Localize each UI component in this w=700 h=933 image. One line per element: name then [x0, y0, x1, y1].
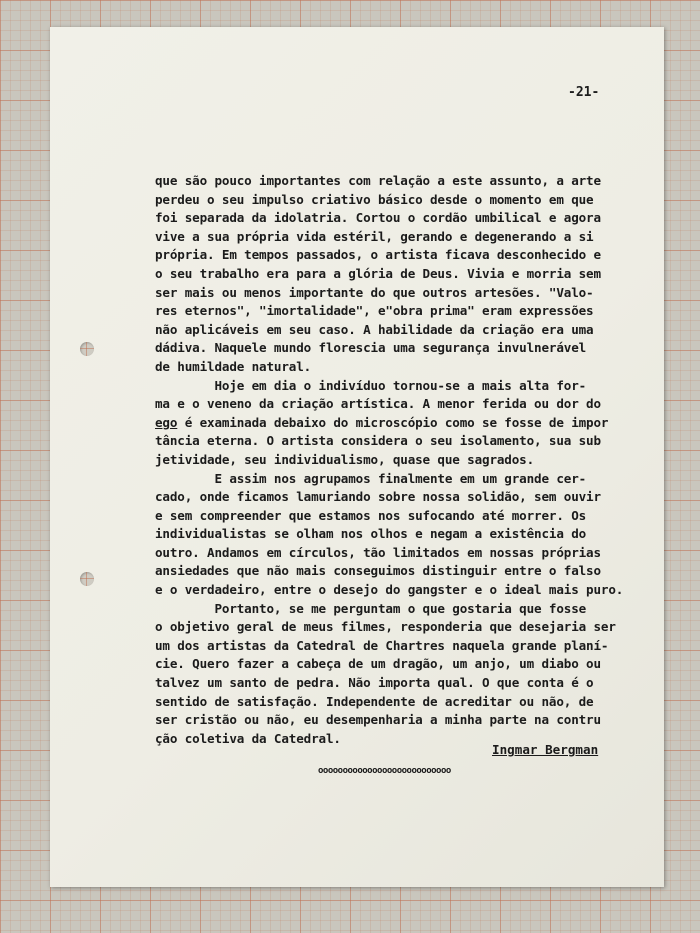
text-line: dádiva. Naquele mundo florescia uma segurança invulnerável [155, 340, 587, 356]
text-line: perdeu o seu impulso criativo básico desde o momento em que [155, 191, 594, 207]
text-line: e o verdadeiro, entre o desejo do gangster e o ideal mais puro. [155, 582, 624, 598]
text-line: sentido de satisfação. Independente de acreditar ou não, de [155, 693, 594, 709]
text-line: que são pouco importantes com relação a este assunto, a arte [155, 173, 601, 188]
text-line: Portanto, se me perguntam o que gostaria que fosse [155, 600, 587, 616]
text-line: tância eterna. O artista considera o seu isolamento, sua sub [155, 433, 601, 449]
text-line: própria. Em tempos passados, o artista ficava desconhecido e [155, 247, 601, 263]
page-number: -21- [568, 85, 600, 100]
text-line-rest: é examinada debaixo do microscópio como se fosse de impor [177, 414, 609, 430]
text-line: de humildade natural. [155, 358, 312, 374]
text-line: o objetivo geral de meus filmes, responderia que desejaria ser [155, 619, 616, 635]
punch-hole [80, 342, 94, 356]
text-line: um dos artistas da Catedral de Chartres naquela grande planí- [155, 637, 609, 653]
text-line: ansiedades que não mais conseguimos distinguir entre o falso [155, 563, 601, 579]
author-signature: Ingmar Bergman [492, 742, 599, 757]
text-line: cado, onde ficamos lamuriando sobre nossa solidão, sem ouvir [155, 489, 601, 505]
text-line: o seu trabalho era para a glória de Deus. Vivia e morria sem [155, 265, 601, 281]
text-line: individualistas se olham nos olhos e negam a existência do [155, 526, 587, 542]
text-line: res eternos", "imortalidade", e"obra prima" eram expressões [155, 303, 594, 319]
text-line: cie. Quero fazer a cabeça de um dragão, um anjo, um diabo ou [155, 656, 601, 672]
text-line: ma e o veneno da criação artística. A menor ferida ou dor do [155, 396, 601, 412]
paper-sheet [50, 27, 664, 887]
underlined-word-ego: ego [155, 414, 178, 430]
text-line: E assim nos agrupamos finalmente em um grande cer- [155, 470, 587, 486]
text-line: talvez um santo de pedra. Não importa qual. O que conta é o [155, 675, 594, 691]
typed-ornament-divider: ooooooooooooooooooooooooooo [318, 766, 451, 776]
text-line: não aplicáveis em seu caso. A habilidade da criação era uma [155, 321, 594, 337]
text-line: e sem compreender que estamos nos sufocando até morrer. Os [155, 507, 587, 523]
text-line: ção coletiva da Catedral. [155, 730, 341, 746]
text-line: vive a sua própria vida estéril, gerando e degenerando a si [155, 228, 594, 244]
text-line: jetividade, seu individualismo, quase que sagrados. [155, 451, 535, 467]
text-line: ser mais ou menos importante do que outros artesões. "Valo- [155, 284, 594, 300]
text-line: ser cristão ou não, eu desempenharia a minha parte na contru [155, 712, 601, 728]
text-line [155, 414, 655, 433]
text-line: foi separada da idolatria. Cortou o cordão umbilical e agora [155, 210, 601, 226]
document-body [155, 172, 655, 748]
text-line: Hoje em dia o indivíduo tornou-se a mais alta for- [155, 377, 587, 393]
text-line: outro. Andamos em círculos, tão limitados em nossas próprias [155, 544, 601, 560]
punch-hole [80, 572, 94, 586]
